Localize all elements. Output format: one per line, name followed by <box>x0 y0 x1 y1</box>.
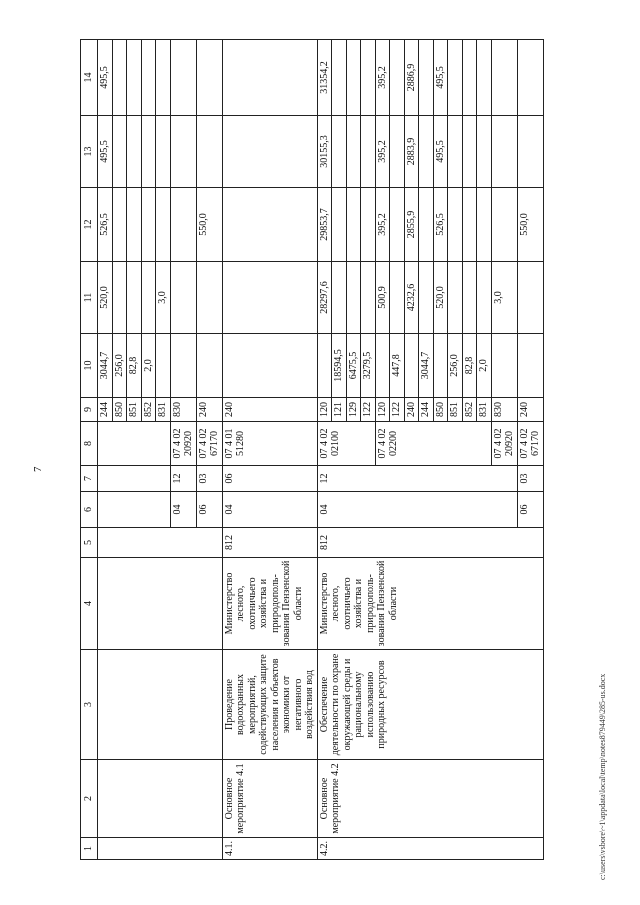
table-cell <box>448 262 463 334</box>
table-cell: 31354,2 <box>317 40 332 116</box>
table-cell: 120 <box>375 398 390 422</box>
table-cell: 29853,7 <box>317 188 332 262</box>
table-cell <box>419 116 434 188</box>
table-cell: 3279,5 <box>361 334 376 398</box>
table-cell: 2883,9 <box>404 116 419 188</box>
table-cell <box>346 262 361 334</box>
table-cell: 240 <box>517 398 543 422</box>
table-cell <box>419 188 434 262</box>
table-cell: 550,0 <box>517 188 543 262</box>
table-cell <box>332 116 347 188</box>
table-cell <box>448 188 463 262</box>
row-number: 4.1. <box>222 838 317 860</box>
table-cell <box>196 334 222 398</box>
table-cell <box>346 40 361 116</box>
table-cell <box>156 188 171 262</box>
table-cell: 04 <box>222 492 317 528</box>
table-cell: 04 <box>170 492 196 528</box>
table-cell: 812 <box>222 528 317 558</box>
table-cell: 121 <box>332 398 347 422</box>
table-cell: 28297,6 <box>317 262 332 334</box>
table-cell: 07 4 02 02100 <box>317 422 375 466</box>
page-number: 7 <box>32 466 44 472</box>
table-cell <box>433 334 448 398</box>
table-cell <box>98 528 223 558</box>
table-cell: 244 <box>419 398 434 422</box>
table-cell: 495,5 <box>433 40 448 116</box>
table-cell <box>141 40 156 116</box>
table-cell <box>419 40 434 116</box>
table-cell <box>361 40 376 116</box>
table-cell: 03 <box>196 466 222 492</box>
table-cell: 06 <box>196 492 222 528</box>
table-cell: 12 <box>317 466 517 492</box>
table-cell <box>98 760 223 838</box>
table-cell: 851 <box>448 398 463 422</box>
table-cell <box>98 838 223 860</box>
table-cell: 07 4 02 67170 <box>196 422 222 466</box>
header-row <box>81 40 98 860</box>
table-cell <box>419 262 434 334</box>
table-cell <box>517 40 543 116</box>
table-cell <box>127 116 142 188</box>
table-cell: 852 <box>141 398 156 422</box>
table-cell: 12 <box>170 466 196 492</box>
table-cell <box>98 650 223 760</box>
table-cell <box>361 262 376 334</box>
table-cell: 07 4 01 51280 <box>222 422 317 466</box>
table-cell <box>156 334 171 398</box>
table-cell: 122 <box>361 398 376 422</box>
table-cell <box>462 116 477 188</box>
table-cell: 07 4 02 20920 <box>170 422 196 466</box>
table-cell: 240 <box>222 398 317 422</box>
table-cell: 395,2 <box>375 188 390 262</box>
header-cell: 9 <box>81 398 98 422</box>
table-cell: 244 <box>98 398 113 422</box>
table-cell: 240 <box>404 398 419 422</box>
header-cell: 12 <box>81 188 98 262</box>
table-cell <box>375 334 390 398</box>
header-cell: 14 <box>81 40 98 116</box>
header-cell: 10 <box>81 334 98 398</box>
executor: Министерство лесного, охотничьего хозяйства и природополь-зования Пензенской области <box>222 558 317 650</box>
table-cell: 395,2 <box>375 40 390 116</box>
table-cell <box>462 188 477 262</box>
table-cell <box>98 466 171 492</box>
table-cell: 30155,3 <box>317 116 332 188</box>
table-cell <box>156 40 171 116</box>
table-cell <box>517 262 543 334</box>
header-cell: 11 <box>81 262 98 334</box>
table-cell <box>517 334 543 398</box>
table-cell: 495,5 <box>98 40 113 116</box>
table-cell: 3,0 <box>491 262 517 334</box>
table-cell: 831 <box>477 398 492 422</box>
table-cell <box>477 116 492 188</box>
table-cell <box>112 40 127 116</box>
table-cell: 2,0 <box>477 334 492 398</box>
table-cell <box>390 262 405 334</box>
table-cell <box>491 188 517 262</box>
table-cell: 06 <box>222 466 317 492</box>
table-cell <box>170 116 196 188</box>
row-number: 4.2. <box>317 838 543 860</box>
table-cell: 850 <box>433 398 448 422</box>
table-row-4-1 <box>222 40 317 860</box>
table-cell: 82,8 <box>127 334 142 398</box>
table-cell <box>127 262 142 334</box>
table-cell <box>141 262 156 334</box>
table-cell <box>517 116 543 188</box>
table-cell: 3044,7 <box>98 334 113 398</box>
table-cell: 256,0 <box>112 334 127 398</box>
table-cell <box>170 262 196 334</box>
table-cell: 852 <box>462 398 477 422</box>
table-cell: 3044,7 <box>419 334 434 398</box>
table-cell <box>390 188 405 262</box>
table-cell: 812 <box>317 528 543 558</box>
table-cell <box>112 262 127 334</box>
header-cell: 13 <box>81 116 98 188</box>
table-cell <box>112 188 127 262</box>
table-cell: 06 <box>517 492 543 528</box>
rotated-table-container <box>80 40 620 860</box>
table-cell: 240 <box>196 398 222 422</box>
table-cell <box>170 334 196 398</box>
table-cell: 129 <box>346 398 361 422</box>
activity-name: Основное мероприятие 4.2 <box>317 760 543 838</box>
table-cell <box>222 188 317 262</box>
header-cell: 8 <box>81 422 98 466</box>
table-cell: 04 <box>317 492 517 528</box>
table-cell <box>127 188 142 262</box>
table-cell <box>462 262 477 334</box>
table-cell: 495,5 <box>433 116 448 188</box>
table-cell: 395,2 <box>375 116 390 188</box>
activity-description: Проведение водоохранных мероприятий, содействующих защите населения и объектов экономики от негативного воздействия вод <box>222 650 317 760</box>
table-cell <box>477 40 492 116</box>
table-cell <box>170 40 196 116</box>
table-cell <box>491 40 517 116</box>
table-cell: 256,0 <box>448 334 463 398</box>
table-cell: 07 4 02 20920 <box>491 422 517 466</box>
table-cell: 550,0 <box>196 188 222 262</box>
table-cell: 2,0 <box>141 334 156 398</box>
table-cell <box>141 188 156 262</box>
table-cell <box>317 334 332 398</box>
activity-name: Основное мероприятие 4.1 <box>222 760 317 838</box>
table-cell <box>332 188 347 262</box>
table-cell <box>390 116 405 188</box>
table-cell <box>404 334 419 398</box>
table-cell <box>170 188 196 262</box>
table-cell <box>98 558 223 650</box>
table-cell <box>346 188 361 262</box>
header-cell: 1 <box>81 838 98 860</box>
table-row <box>98 40 113 860</box>
table-cell <box>98 422 171 466</box>
table-cell <box>222 334 317 398</box>
table-cell: 03 <box>517 466 543 492</box>
table-cell <box>346 116 361 188</box>
table-cell: 3,0 <box>156 262 171 334</box>
table-cell <box>222 116 317 188</box>
table-cell <box>332 262 347 334</box>
budget-table <box>80 39 544 860</box>
table-cell <box>222 262 317 334</box>
table-cell: 526,5 <box>433 188 448 262</box>
header-cell: 5 <box>81 528 98 558</box>
table-cell <box>222 40 317 116</box>
header-cell: 6 <box>81 492 98 528</box>
table-cell <box>141 116 156 188</box>
table-cell: 07 4 02 67170 <box>517 422 543 466</box>
header-cell: 4 <box>81 558 98 650</box>
table-cell <box>156 116 171 188</box>
table-cell: 82,8 <box>462 334 477 398</box>
table-cell: 831 <box>156 398 171 422</box>
table-cell: 18594,5 <box>332 334 347 398</box>
table-cell <box>196 262 222 334</box>
table-cell: 07 4 02 02200 <box>375 422 491 466</box>
table-cell: 526,5 <box>98 188 113 262</box>
table-cell: 2886,9 <box>404 40 419 116</box>
header-cell: 7 <box>81 466 98 492</box>
table-cell: 500,9 <box>375 262 390 334</box>
table-cell: 495,5 <box>98 116 113 188</box>
table-row-4-2 <box>317 40 332 860</box>
table-cell <box>491 116 517 188</box>
table-cell <box>361 188 376 262</box>
table-cell <box>477 262 492 334</box>
table-cell <box>98 492 171 528</box>
table-cell: 122 <box>390 398 405 422</box>
table-cell: 2855,9 <box>404 188 419 262</box>
table-cell: 520,0 <box>433 262 448 334</box>
header-cell: 3 <box>81 650 98 760</box>
table-cell <box>332 40 347 116</box>
table-cell: 851 <box>127 398 142 422</box>
table-cell <box>390 40 405 116</box>
table-cell <box>477 188 492 262</box>
table-cell <box>462 40 477 116</box>
table-cell: 120 <box>317 398 332 422</box>
table-cell: 520,0 <box>98 262 113 334</box>
executor: Министерство лесного, охотничьего хозяйства и природополь-зования Пензенской области <box>317 558 543 650</box>
table-cell: 850 <box>112 398 127 422</box>
table-cell <box>112 116 127 188</box>
table-cell <box>196 40 222 116</box>
table-cell <box>196 116 222 188</box>
table-cell: 830 <box>491 398 517 422</box>
table-cell <box>361 116 376 188</box>
table-cell: 6475,5 <box>346 334 361 398</box>
table-cell: 830 <box>170 398 196 422</box>
header-cell: 2 <box>81 760 98 838</box>
footer-file-path: c:\users\vsbore\~1\appdata\local\temp\notes879449\285-us.docx <box>598 673 607 880</box>
table-cell <box>448 116 463 188</box>
table-cell: 447,8 <box>390 334 405 398</box>
table-cell: 4232,6 <box>404 262 419 334</box>
table-cell <box>127 40 142 116</box>
activity-description: Обеспечение деятельности по охране окружающей среды и рациональному использованию природных ресурсов <box>317 650 543 760</box>
table-cell <box>448 40 463 116</box>
table-cell <box>491 334 517 398</box>
